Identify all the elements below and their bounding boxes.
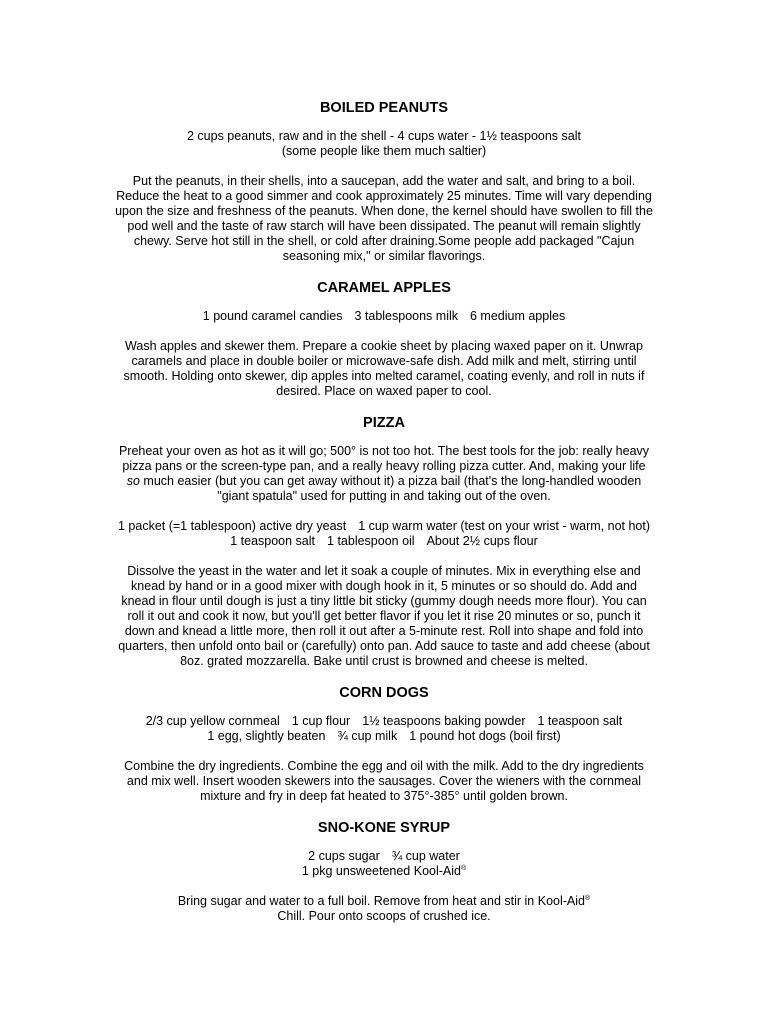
recipe-title: CARAMEL APPLES [317, 280, 451, 296]
intro-line: "giant spatula" used for putting in and taking out of the oven. [217, 489, 551, 503]
registered-mark: ® [460, 864, 467, 872]
ingredient: 1 teaspoon salt [537, 714, 623, 728]
ingredients [0, 519, 768, 549]
ingredient: 1 cup warm water (test on your wrist - warm, not hot) [358, 519, 651, 533]
direction-text: Bring sugar and water to a full boil. Remove from heat and stir in Kool-Aid [177, 894, 585, 908]
ingredient: 1 pound hot dogs (boil first) [409, 729, 561, 743]
intro-line: Preheat your oven as hot as it will go; 500° is not too hot. The best tools for the job: really heavy [118, 444, 650, 458]
direction-line: Wash apples and skewer them. Prepare a cookie sheet by placing waxed paper on it. Unwrap [125, 339, 643, 353]
direction-line: pod well and the taste of raw starch will have been dissipated. The peanut will remain slightly [127, 219, 641, 233]
direction-line: Dissolve the yeast in the water and let it soak a couple of minutes. Mix in everything else and [127, 564, 641, 578]
direction-line: smooth. Holding onto skewer, dip apples into melted caramel, coating evenly, and roll in nuts if [123, 369, 645, 383]
ingredient-line [0, 864, 768, 879]
ingredient-line [0, 309, 768, 324]
direction-line: Put the peanuts, in their shells, into a saucepan, add the water and salt, and bring to a boil. [132, 174, 636, 188]
direction-line: seasoning mix," or similar flavorings. [282, 249, 486, 263]
direction-line: Reduce the heat to a good simmer and cook approximately 25 minutes. Time will vary depending [116, 189, 652, 203]
direction-line: knead in flour until dough is just a tiny little bit sticky (gummy dough needs more flour). You can [121, 594, 647, 608]
recipe-title: BOILED PEANUTS [319, 100, 449, 116]
ingredient: ¾ cup water [391, 849, 460, 863]
ingredient-note: (some people like them much saltier) [281, 144, 487, 158]
recipe-pizza [0, 414, 768, 669]
recipe-sno-kone-syrup [0, 819, 768, 924]
ingredient-line [0, 534, 768, 549]
ingredient: 1 egg, slightly beaten [207, 729, 326, 743]
emphasis: so [126, 474, 140, 488]
directions [0, 894, 768, 924]
ingredient: 1½ teaspoons baking powder [362, 714, 526, 728]
directions [0, 174, 768, 264]
direction-line: desired. Place on waxed paper to cool. [276, 384, 492, 398]
recipe-title: SNO-KONE SYRUP [317, 820, 451, 836]
directions [0, 759, 768, 804]
direction-line: quarters, then unfold onto bail or (carefully) onto pan. Add sauce to taste and add cheese (about [118, 639, 650, 653]
direction-line: caramels and place in double boiler or microwave-safe dish. Add milk and melt, stirring until [131, 354, 637, 368]
ingredient: 3 tablespoons milk [354, 309, 458, 323]
ingredient: 1 packet (=1 tablespoon) active dry yeast [117, 519, 347, 533]
recipe-title: CORN DOGS [339, 685, 429, 701]
ingredient: 2 cups sugar [308, 849, 380, 863]
ingredient-line [0, 519, 768, 534]
direction-line: upon the size and freshness of the peanuts. When done, the kernel should have swollen to fill the [115, 204, 653, 218]
intro-line [0, 474, 768, 489]
direction-line: chewy. Serve hot still in the shell, or cold after draining.Some people add packaged "Cajun [133, 234, 635, 248]
ingredient: 1 cup flour [291, 714, 351, 728]
ingredient: 1 pound caramel candies [202, 309, 343, 323]
ingredient: 2/3 cup yellow cornmeal [145, 714, 280, 728]
ingredients [0, 714, 768, 744]
recipe-title: PIZZA [363, 415, 405, 431]
intro-text: much easier (but you can get away without it) a pizza bail (that's the long-handled wooden [139, 474, 642, 488]
direction-line: knead by hand or in a good mixer with dough hook in it, 5 minutes or so should do. Add and [131, 579, 637, 593]
recipe-boiled-peanuts [0, 99, 768, 264]
ingredient: ¾ cup milk [337, 729, 398, 743]
ingredient-line [0, 729, 768, 744]
registered-mark: ® [584, 894, 591, 902]
direction-line: down and knead a little more, then roll it out after a 5-minute rest. Roll into shape and fold into [124, 624, 644, 638]
recipe-caramel-apples [0, 279, 768, 399]
recipe-corn-dogs [0, 684, 768, 804]
intro [0, 444, 768, 504]
ingredient: 1 pkg unsweetened Kool-Aid [301, 864, 461, 878]
intro-line: pizza pans or the screen-type pan, and a really heavy rolling pizza cutter. And, making your life [122, 459, 646, 473]
ingredient-line [0, 849, 768, 864]
direction-line [0, 894, 768, 909]
ingredient-line: 2 cups peanuts, raw and in the shell - 4 cups water - 1½ teaspoons salt [187, 129, 581, 143]
direction-line: roll it out and cook it now, but you'll get better flavor if you let it rise 20 minutes or so, punch it [127, 609, 641, 623]
direction-line: Chill. Pour onto scoops of crushed ice. [277, 909, 491, 923]
ingredient-line [0, 714, 768, 729]
ingredients [0, 129, 768, 159]
ingredients [0, 849, 768, 879]
ingredient: About 2½ cups flour [426, 534, 538, 548]
ingredient: 1 teaspoon salt [230, 534, 316, 548]
direction-line: Combine the dry ingredients. Combine the egg and oil with the milk. Add to the dry ingredients [124, 759, 644, 773]
ingredient: 1 tablespoon oil [327, 534, 415, 548]
direction-line: 8oz. grated mozzarella. Bake until crust is browned and cheese is melted. [180, 654, 588, 668]
ingredient: 6 medium apples [470, 309, 566, 323]
directions [0, 339, 768, 399]
ingredients [0, 309, 768, 324]
direction-line: and mix well. Insert wooden skewers into the sausages. Cover the wieners with the cornmeal [126, 774, 642, 788]
direction-line: mixture and fry in deep fat heated to 375°-385° until golden brown. [200, 789, 568, 803]
directions [0, 564, 768, 669]
